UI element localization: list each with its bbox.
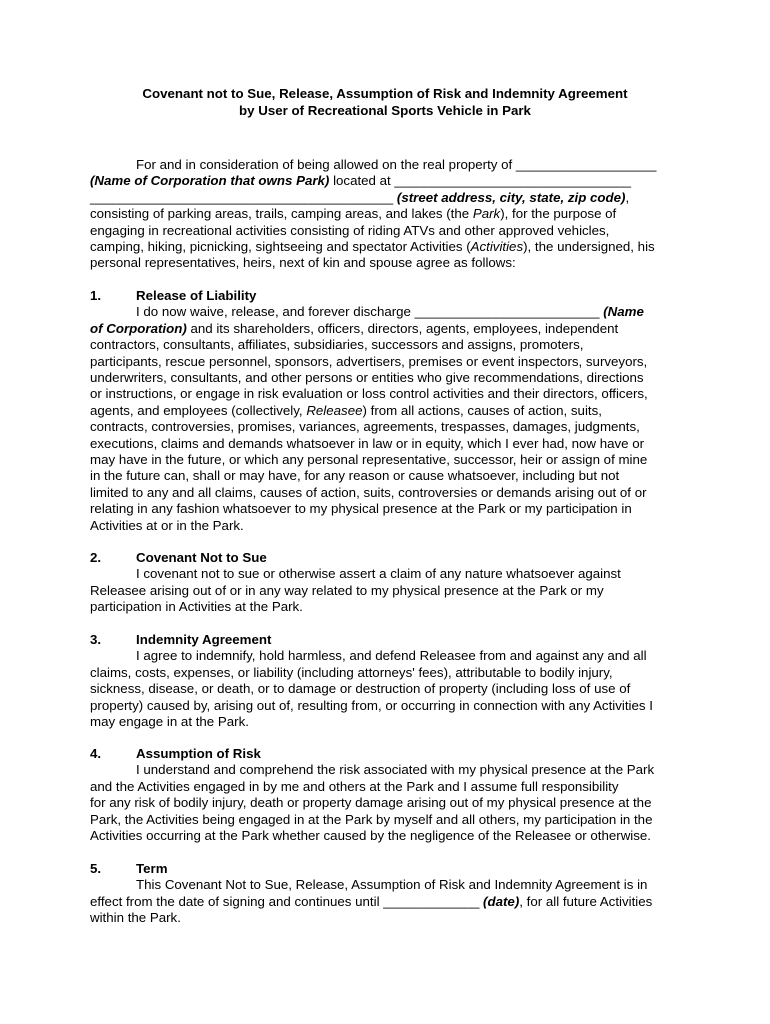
section-line: executions, claims and demands whatsoever in law or in equity, which I ever had, now have or — [90, 435, 645, 451]
intro-line — [90, 157, 680, 173]
intro-text: camping, hiking, picnicking, sightseeing and spectator Activities ( — [90, 239, 471, 255]
intro-line — [90, 223, 680, 239]
document-title — [0, 85, 770, 119]
section-line — [90, 403, 680, 419]
date-placeholder: (date) — [483, 893, 520, 909]
park-defined-term: Park — [472, 206, 501, 222]
section-number: 2. — [90, 550, 102, 565]
section-title: Term — [136, 861, 168, 876]
intro-text: personal representatives, heirs, next of kin and spouse agree as follows: — [90, 255, 516, 271]
section-title: Release of Liability — [136, 288, 257, 303]
section-title: Covenant Not to Sue — [136, 550, 267, 565]
section-line — [90, 304, 680, 320]
section-line: contracts, controversies, promises, variances, agreements, trespasses, damages, judgments, — [90, 419, 640, 435]
section-line: may have in the future, or which any personal representative, successor, heir or assign of mine — [90, 452, 648, 468]
section-number: 4. — [90, 746, 102, 761]
section-line — [90, 894, 680, 910]
section-line: I agree to indemnify, hold harmless, and defend Releasee from and against any and all — [136, 648, 647, 664]
corporation-name-placeholder: (Name of Corporation that owns Park) — [90, 173, 330, 189]
section-line: in the future can, shall or may have, for any reason or cause whatsoever, including but not — [90, 468, 620, 484]
releasee-defined-term: Releasee — [306, 402, 363, 418]
section-line: within the Park. — [90, 910, 181, 926]
section-line: sickness, disease, or death, or to damage or destruction of property (including loss of use of — [90, 681, 631, 697]
section-indemnity-agreement — [90, 632, 680, 730]
title-line-2: by User of Recreational Sports Vehicle in Park — [239, 103, 531, 118]
section-title: Indemnity Agreement — [136, 632, 272, 647]
corporation-name-placeholder: (Name — [603, 304, 644, 320]
section-line: underwriters, consultants, and other persons or entities who give recommendations, directions — [90, 370, 644, 386]
section-assumption-of-risk — [90, 746, 680, 844]
intro-line — [90, 206, 680, 222]
section-covenant-not-to-sue — [90, 550, 680, 616]
section-line: I understand and comprehend the risk associated with my physical presence at the Park — [136, 762, 655, 778]
intro-text: engaging in recreational activities consisting of riding ATVs and other approved vehicles, — [90, 222, 610, 238]
section-line: Releasee arising out of or in any way related to my physical presence at the Park or my — [90, 582, 604, 598]
address-blank: _________________________________________ — [90, 189, 394, 205]
section-line: Park, the Activities being engaged in at the Park by myself and all others, my participation in the — [90, 811, 653, 827]
section-line: for any risk of bodily injury, death or property damage arising out of my physical presence at the — [90, 795, 652, 811]
address-placeholder: (street address, city, state, zip code) — [393, 189, 626, 205]
corporation-name-placeholder: of Corporation) — [90, 320, 187, 336]
section-title: Assumption of Risk — [136, 746, 261, 761]
section-heading — [90, 632, 680, 648]
section-line: limited to any and all claims, causes of action, suits, controversies or demands arising out of or — [90, 484, 647, 500]
section-line: Activities at or in the Park. — [90, 517, 244, 533]
section-line: contractors, consultants, affiliates, subsidiaries, successors and assigns, promoters, — [90, 337, 584, 353]
intro-text: located at ________________________________ — [329, 173, 632, 189]
intro-text: ), for the purpose of — [500, 206, 617, 222]
intro-line — [90, 239, 680, 255]
section-line: This Covenant Not to Sue, Release, Assumption of Risk and Indemnity Agreement is in — [136, 877, 648, 893]
section-line — [90, 321, 680, 337]
section-line: participants, rescue personnel, sponsors, advertisers, premises or event inspectors, surveyors, — [90, 353, 648, 369]
section-heading — [90, 746, 680, 762]
section-line: I covenant not to sue or otherwise assert a claim of any nature whatsoever against — [136, 566, 621, 582]
section-line: relating in any fashion whatsoever to my physical presence at the Park or my participation in — [90, 501, 632, 517]
section-text: effect from the date of signing and continues until _____________ — [90, 893, 484, 909]
section-line: property) caused by, arising out of, resulting from, or occurring in connection with any Activities I — [90, 697, 653, 713]
section-line: or instructions, or engage in risk evaluation or loss control activities and their directors, officers, — [90, 386, 648, 402]
section-release-of-liability — [90, 288, 680, 534]
section-number: 5. — [90, 861, 102, 876]
section-text: ) from all actions, causes of action, suits, — [362, 402, 602, 418]
section-text: , for all future Activities — [519, 893, 653, 909]
section-line: claims, costs, expenses, or liability (including attorneys' fees), attributable to bodily injury, — [90, 664, 613, 680]
section-line: Activities occurring at the Park whether caused by the negligence of the Releasee or otherwise. — [90, 828, 651, 844]
intro-line — [90, 173, 680, 189]
section-text: I do now waive, release, and forever discharge _________________________ — [136, 304, 604, 320]
section-heading — [90, 861, 680, 877]
intro-line — [90, 255, 680, 271]
section-heading — [90, 550, 680, 566]
intro-text: , — [625, 189, 630, 205]
intro-text: For and in consideration of being allowed on the real property of ___________________ — [136, 157, 657, 172]
intro-text: consisting of parking areas, trails, camping areas, and lakes (the — [90, 206, 473, 222]
section-heading — [90, 288, 680, 304]
section-text: agents, and employees (collectively, — [90, 402, 307, 418]
intro-text: ), the undersigned, his — [523, 239, 655, 255]
section-line: and the Activities engaged in by me and others at the Park and I assume full responsibility — [90, 778, 619, 794]
section-text: and its shareholders, officers, directors, agents, employees, independent — [186, 320, 619, 336]
title-line-1: Covenant not to Sue, Release, Assumption of Risk and Indemnity Agreement — [142, 86, 628, 101]
section-line: may engage in at the Park. — [90, 714, 249, 730]
activities-defined-term: Activities — [470, 239, 524, 255]
intro-line — [90, 190, 680, 206]
section-line: participation in Activities at the Park. — [90, 599, 303, 615]
intro-paragraph — [90, 157, 680, 272]
section-term — [90, 861, 680, 927]
section-number: 3. — [90, 632, 102, 647]
section-number: 1. — [90, 288, 102, 303]
